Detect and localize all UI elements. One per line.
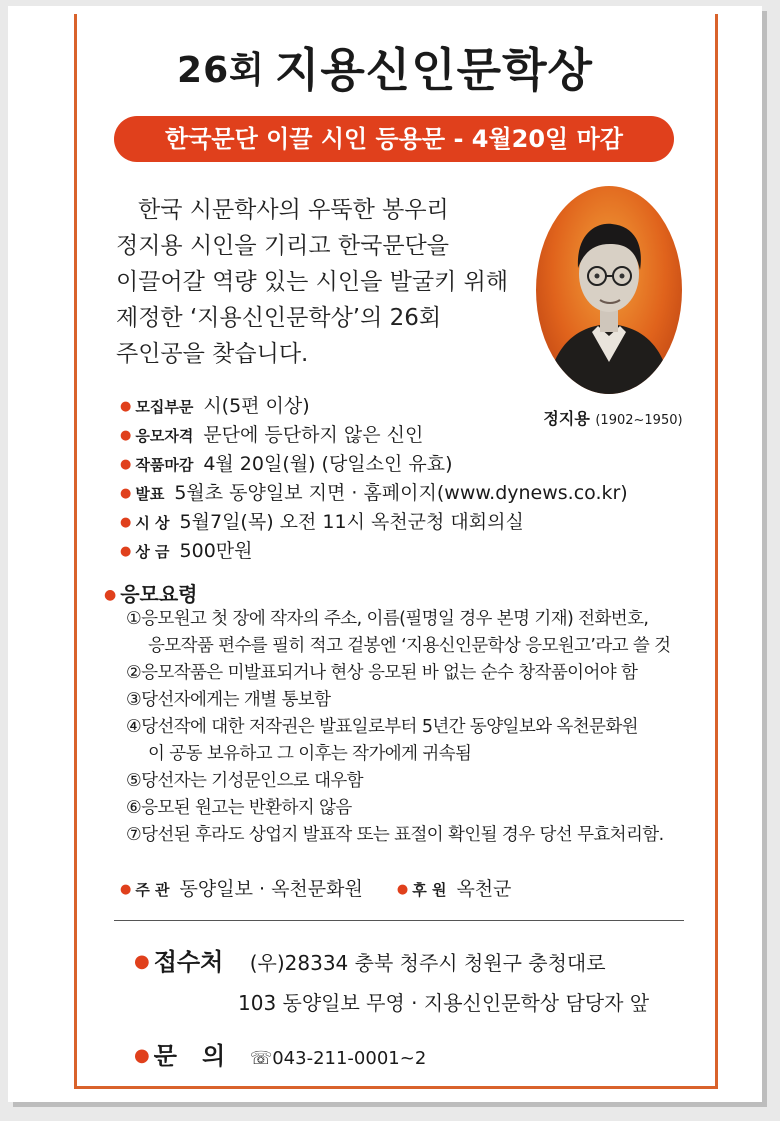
host-label: 주 관 bbox=[135, 881, 170, 899]
host-group bbox=[120, 874, 363, 901]
bullet-icon: ● bbox=[120, 428, 132, 443]
info-label: 시 상 bbox=[135, 514, 170, 532]
info-value: 문단에 등단하지 않은 신인 bbox=[203, 424, 424, 446]
inquiry-label: 문 의 bbox=[153, 1042, 226, 1070]
page-title bbox=[8, 34, 762, 100]
sponsor-value: 옥천군 bbox=[456, 878, 512, 900]
info-value: 시(5편 이상) bbox=[203, 395, 310, 417]
requirement-item: ⑤당선자는 기성문인으로 대우함 bbox=[126, 771, 363, 791]
bullet-icon: ● bbox=[134, 951, 150, 972]
title-number: 26회 bbox=[177, 50, 265, 91]
info-value: 500만원 bbox=[179, 540, 253, 562]
organizers bbox=[120, 874, 540, 901]
info-item bbox=[120, 392, 628, 421]
title-name: 지용신인문학상 bbox=[274, 43, 593, 97]
inquiry-row bbox=[134, 1036, 649, 1071]
requirement-item: ⑥응모된 원고는 반환하지 않음 bbox=[126, 798, 352, 818]
info-label: 발표 bbox=[135, 485, 165, 503]
requirements-heading-text: 응모요령 bbox=[120, 582, 198, 606]
bullet-icon: ● bbox=[120, 544, 132, 559]
bullet-icon: ● bbox=[120, 457, 132, 472]
phone-number: ☏043-211-0001~2 bbox=[249, 1048, 427, 1069]
info-item bbox=[120, 479, 628, 508]
bullet-icon: ● bbox=[120, 486, 132, 501]
info-item bbox=[120, 537, 628, 566]
requirement-item: ④당선작에 대한 저작권은 발표일로부터 5년간 동양일보와 옥천문화원 bbox=[126, 717, 638, 737]
info-item bbox=[120, 421, 628, 450]
sponsor-label: 후 원 bbox=[412, 881, 447, 899]
info-label: 상 금 bbox=[135, 543, 170, 561]
divider bbox=[114, 920, 684, 921]
contact-block bbox=[134, 942, 649, 1071]
info-item bbox=[120, 508, 628, 537]
requirement-item-continued: 응모작품 편수를 필히 적고 겉봉엔 ‘지용신인문학상 응모원고’라고 쓸 것 bbox=[148, 636, 671, 656]
poster-sheet bbox=[8, 6, 762, 1102]
info-value: 5월7일(목) 오전 11시 옥천군청 대회의실 bbox=[179, 511, 524, 533]
portrait-figure bbox=[536, 186, 682, 394]
requirement-item: ①응모원고 첫 장에 작자의 주소, 이름(필명일 경우 본명 기재) 전화번호, bbox=[126, 609, 649, 629]
bullet-icon: ● bbox=[134, 1045, 150, 1066]
requirements-list bbox=[126, 606, 706, 849]
poet-years: (1902~1950) bbox=[595, 413, 683, 428]
submission-label: 접수처 bbox=[153, 948, 224, 976]
info-label: 응모자격 bbox=[135, 427, 194, 445]
info-value: 4월 20일(월) (당일소인 유효) bbox=[203, 453, 453, 475]
requirement-item: ②응모작품은 미발표되거나 현상 응모된 바 없는 순수 창작품이어야 함 bbox=[126, 663, 638, 683]
host-value: 동양일보 · 옥천문화원 bbox=[179, 878, 363, 900]
address-line-1: (우)28334 충북 청주시 청원구 충청대로 bbox=[249, 951, 606, 975]
poet-portrait bbox=[536, 186, 682, 394]
bullet-icon: ● bbox=[120, 399, 132, 414]
bullet-icon: ● bbox=[120, 515, 132, 530]
deadline-banner: 한국문단 이끌 시인 등용문 - 4월20일 마감 bbox=[114, 116, 674, 162]
bullet-icon: ● bbox=[104, 587, 117, 603]
intro-paragraph: 한국 시문학사의 우뚝한 봉우리 정지용 시인을 기리고 한국문단을 이끌어갈 역량 있는 시인을 발굴키 위해 제정한 ‘지용신인문학상’의 26회 주인공을 찾습니다. bbox=[116, 197, 509, 367]
requirement-item: ⑦당선된 후라도 상업지 발표작 또는 표절이 확인될 경우 당선 무효처리함. bbox=[126, 825, 664, 845]
requirement-item-continued: 이 공동 보유하고 그 이후는 작가에게 귀속됨 bbox=[148, 744, 472, 764]
sponsor-group bbox=[397, 874, 512, 901]
poet-name: 정지용 bbox=[543, 409, 590, 428]
info-value: 5월초 동양일보 지면 · 홈페이지(www.dynews.co.kr) bbox=[174, 482, 628, 504]
requirements-heading bbox=[104, 578, 198, 607]
info-label: 작품마감 bbox=[135, 456, 194, 474]
info-list bbox=[120, 392, 628, 566]
address-line-2: 103 동양일보 무영 · 지용신인문학상 담당자 앞 bbox=[238, 991, 650, 1015]
info-label: 모집부문 bbox=[135, 398, 194, 416]
bullet-icon: ● bbox=[396, 882, 409, 897]
requirement-item: ③당선자에게는 개별 통보함 bbox=[126, 690, 331, 710]
submission-address-row bbox=[134, 942, 649, 977]
bullet-icon: ● bbox=[120, 882, 132, 897]
info-item bbox=[120, 450, 628, 479]
